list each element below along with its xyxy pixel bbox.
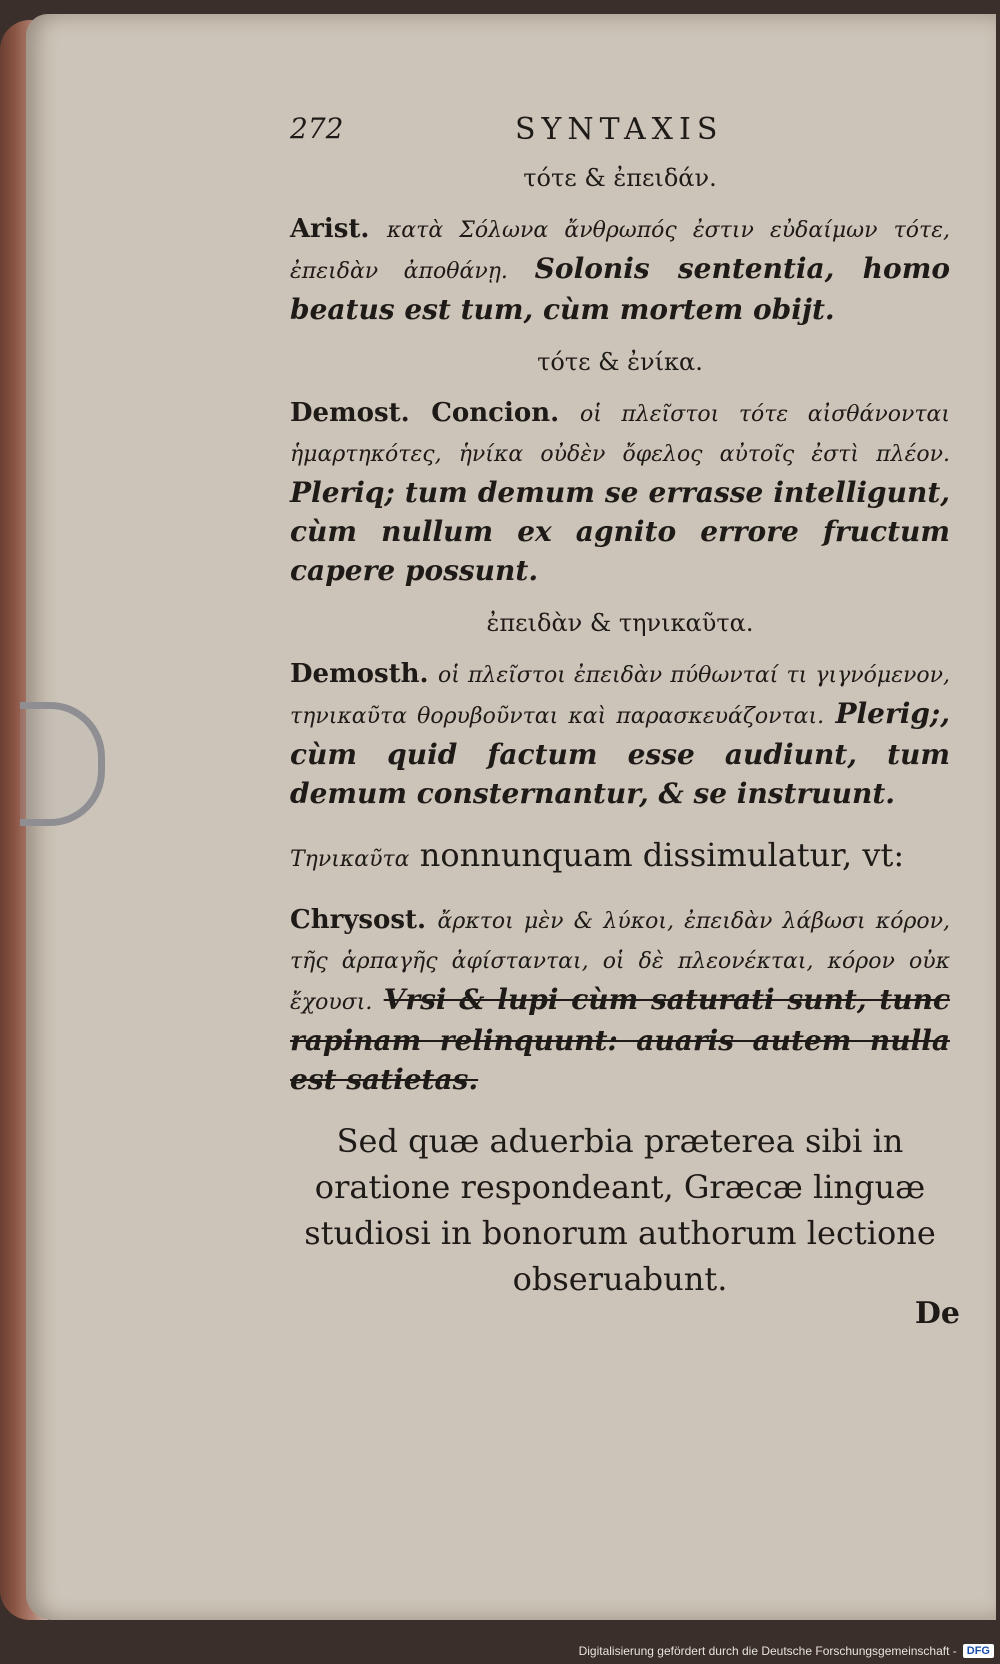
note-paragraph [290,832,950,883]
example-paragraph [290,394,950,591]
latin-translation: Solonis sententia, homo beatus est tum, cùm mortem obijt. [290,252,950,326]
greek-quote: κατὰ Σόλωνα ἄνθρωπός ἐστιν εὐδαίμων τότε, ἐπειδὰν ἀποθάνῃ. [290,218,950,284]
latin-translation: Pleriq; tum demum se errasse intelligunt, cùm nullum ex agnito errore fructum capere possunt. [290,476,950,587]
latin-translation: Vrsi & lupi cùm saturati sunt, tunc rapinam relinquunt: auaris autem nulla est satietas. [290,983,951,1096]
greek-quote: οἱ πλεῖστοι ἐπειδὰν πύθωνταί τι γιγνόμενον, τηνικαῦτα θορυβοῦνται καὶ παρασκευάζονται. [290,663,950,729]
source-citation: Arist. [290,214,370,244]
greek-quote: οἱ πλεῖστοι τότε αἰσθάνονται ἡμαρτηκότες, ἡνίκα οὐδὲν ὄφελος αὐτοῖς ἐστὶ πλέον. [290,402,951,467]
dfg-logo: DFG [963,1644,994,1658]
source-citation: Chrysost. [290,905,427,935]
page-header [290,100,950,150]
section-subheading: τότε & ἐνίκα. [537,348,703,376]
example-paragraph [290,210,950,330]
digitization-credit [579,1644,994,1658]
page-number: 272 [290,112,344,145]
note-text: nonnunquam dissimulatur, vt: [419,836,905,874]
section-subheading: τότε & ἐπειδάν. [523,164,717,192]
catchword: De [914,1296,960,1331]
closing-paragraph: Sed quæ aduerbia præterea sibi in oratione respondeant, Græcæ linguæ studiosi in bonorum authorum lectione obseruabunt. [304,1122,936,1298]
page-text [290,100,950,1334]
running-head: SYNTAXIS [515,112,724,147]
example-paragraph [290,655,950,814]
metal-clip [20,702,105,826]
greek-quote: ἄρκτοι μὲν & λύκοι, ἐπειδὰν λάβωσι κόρον, τῆς ἁρπαγῆς ἀφίστανται, οἱ δὲ πλεονέκται, κόρον οὐκ ἔχουσι. [290,909,950,1015]
section-subheading: ἐπειδὰν & τηνικαῦτα. [486,609,754,637]
source-citation: Demost. Concion. [290,398,560,428]
example-paragraph [290,901,950,1100]
latin-translation: Plerig;, cùm quid factum esse audiunt, tum demum consternantur, & se instruunt. [290,697,950,810]
greek-word: Τηνικαῦτα [290,847,410,872]
source-citation: Demosth. [290,659,429,689]
credit-text: Digitalisierung gefördert durch die Deutsche Forschungsgemeinschaft - [578,1644,957,1658]
